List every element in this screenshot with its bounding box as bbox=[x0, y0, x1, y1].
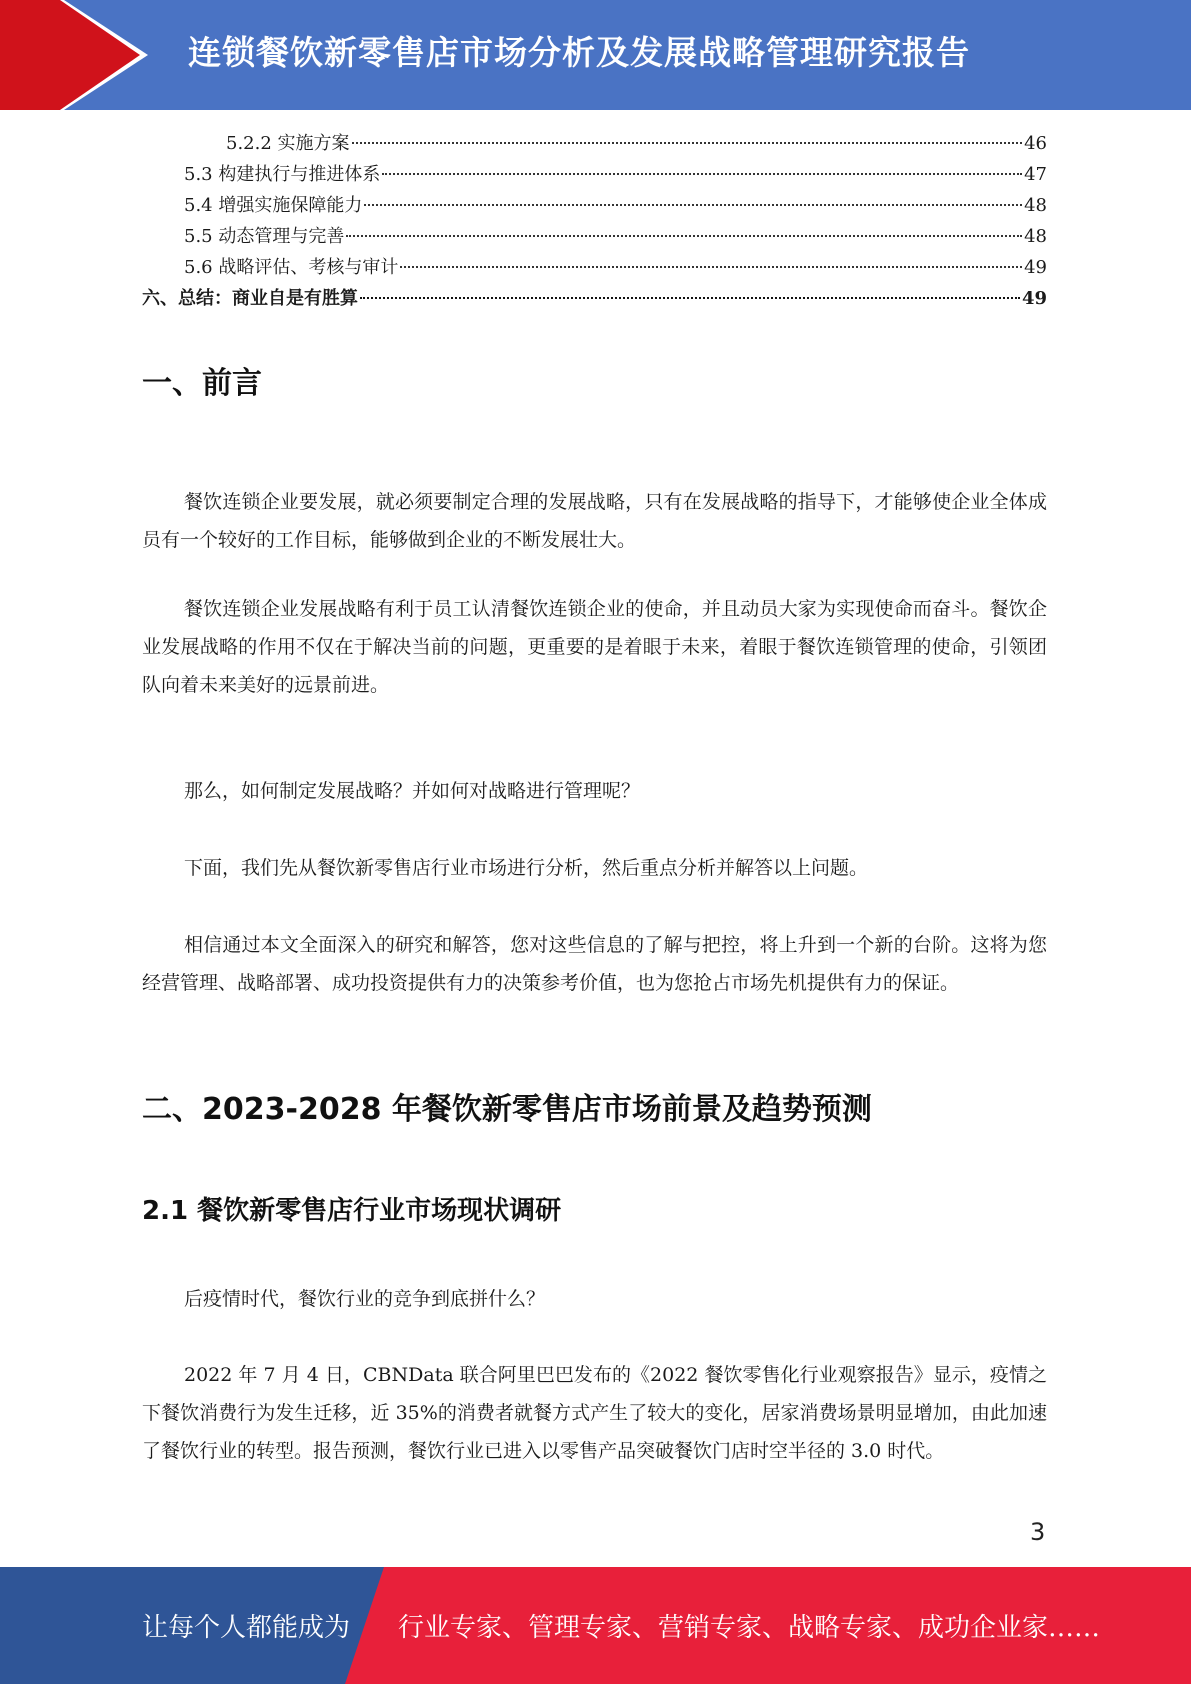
toc-leader-dots bbox=[360, 297, 1020, 299]
section-2-heading: 二、2023-2028 年餐饮新零售店市场前景及趋势预测 bbox=[142, 1092, 872, 1127]
toc-entry-page: 49 bbox=[1024, 257, 1047, 278]
toc-leader-dots bbox=[352, 142, 1023, 144]
footer-slogan-left: 让每个人都能成为 bbox=[142, 1613, 351, 1643]
toc-entry[interactable] bbox=[142, 283, 1047, 314]
toc-entry-page: 48 bbox=[1024, 226, 1047, 247]
toc-entry-page: 46 bbox=[1024, 133, 1047, 154]
table-of-contents bbox=[142, 128, 1047, 314]
toc-entry-title: 5.4 增强实施保障能力 bbox=[184, 195, 363, 216]
toc-leader-dots bbox=[346, 235, 1022, 237]
toc-entry-title: 5.5 动态管理与完善 bbox=[184, 226, 345, 247]
toc-entry[interactable] bbox=[142, 159, 1047, 190]
toc-entry-title: 六、总结：商业自是有胜算 bbox=[142, 288, 358, 309]
toc-entry[interactable] bbox=[142, 190, 1047, 221]
section-2-1-paragraph: 2022 年 7 月 4 日，CBNData 联合阿里巴巴发布的《2022 餐饮零售化行业观察报告》显示，疫情之下餐饮消费行为发生迁移，近 35%的消费者就餐方式产生了较大的变化，居家消费场景明显增加，由此加速了餐饮行业的转型。报告预测，餐饮行业已进入以零售产品突破餐饮门店时空半径的 3.0 时代。 bbox=[142, 1364, 1047, 1462]
report-title: 连锁餐饮新零售店市场分析及发展战略管理研究报告 bbox=[188, 33, 970, 72]
toc-leader-dots bbox=[382, 173, 1022, 175]
preface-paragraph: 餐饮连锁企业要发展，就必须要制定合理的发展战略，只有在发展战略的指导下，才能够使企业全体成员有一个较好的工作目标，能够做到企业的不断发展壮大。 bbox=[142, 491, 1047, 551]
toc-leader-dots bbox=[400, 266, 1022, 268]
section-2-1-heading: 2.1 餐饮新零售店行业市场现状调研 bbox=[142, 1196, 562, 1226]
preface-paragraph: 那么，如何制定发展战略？并如何对战略进行管理呢？ bbox=[184, 780, 641, 802]
toc-leader-dots bbox=[364, 204, 1022, 206]
toc-entry-page: 49 bbox=[1021, 288, 1047, 309]
toc-entry[interactable] bbox=[142, 252, 1047, 283]
preface-heading: 一、前言 bbox=[142, 366, 262, 401]
footer-slogan-right: 行业专家、管理专家、营销专家、战略专家、成功企业家…… bbox=[398, 1613, 1101, 1643]
header-chevron-shape bbox=[0, 0, 160, 110]
header-banner bbox=[0, 0, 1191, 110]
preface-paragraph: 下面，我们先从餐饮新零售店行业市场进行分析，然后重点分析并解答以上问题。 bbox=[184, 857, 869, 879]
toc-entry-page: 47 bbox=[1024, 164, 1047, 185]
toc-entry-title: 5.6 战略评估、考核与审计 bbox=[184, 257, 399, 278]
preface-paragraph: 相信通过本文全面深入的研究和解答，您对这些信息的了解与把控，将上升到一个新的台阶。这将为您经营管理、战略部署、成功投资提供有力的决策参考价值，也为您抢占市场先机提供有力的保证。 bbox=[142, 934, 1047, 994]
toc-entry[interactable] bbox=[142, 221, 1047, 252]
page-number: 3 bbox=[1030, 1518, 1046, 1546]
footer-banner bbox=[0, 1567, 1191, 1684]
toc-entry-title: 5.3 构建执行与推进体系 bbox=[184, 164, 381, 185]
section-2-1-paragraph: 后疫情时代，餐饮行业的竞争到底拼什么？ bbox=[184, 1288, 546, 1310]
preface-paragraph: 餐饮连锁企业发展战略有利于员工认清餐饮连锁企业的使命，并且动员大家为实现使命而奋斗。餐饮企业发展战略的作用不仅在于解决当前的问题，更重要的是着眼于未来，着眼于餐饮连锁管理的使命，引领团队向着未来美好的远景前进。 bbox=[142, 598, 1047, 696]
toc-entry[interactable] bbox=[142, 128, 1047, 159]
toc-entry-page: 48 bbox=[1024, 195, 1047, 216]
toc-entry-title: 5.2.2 实施方案 bbox=[226, 133, 350, 154]
